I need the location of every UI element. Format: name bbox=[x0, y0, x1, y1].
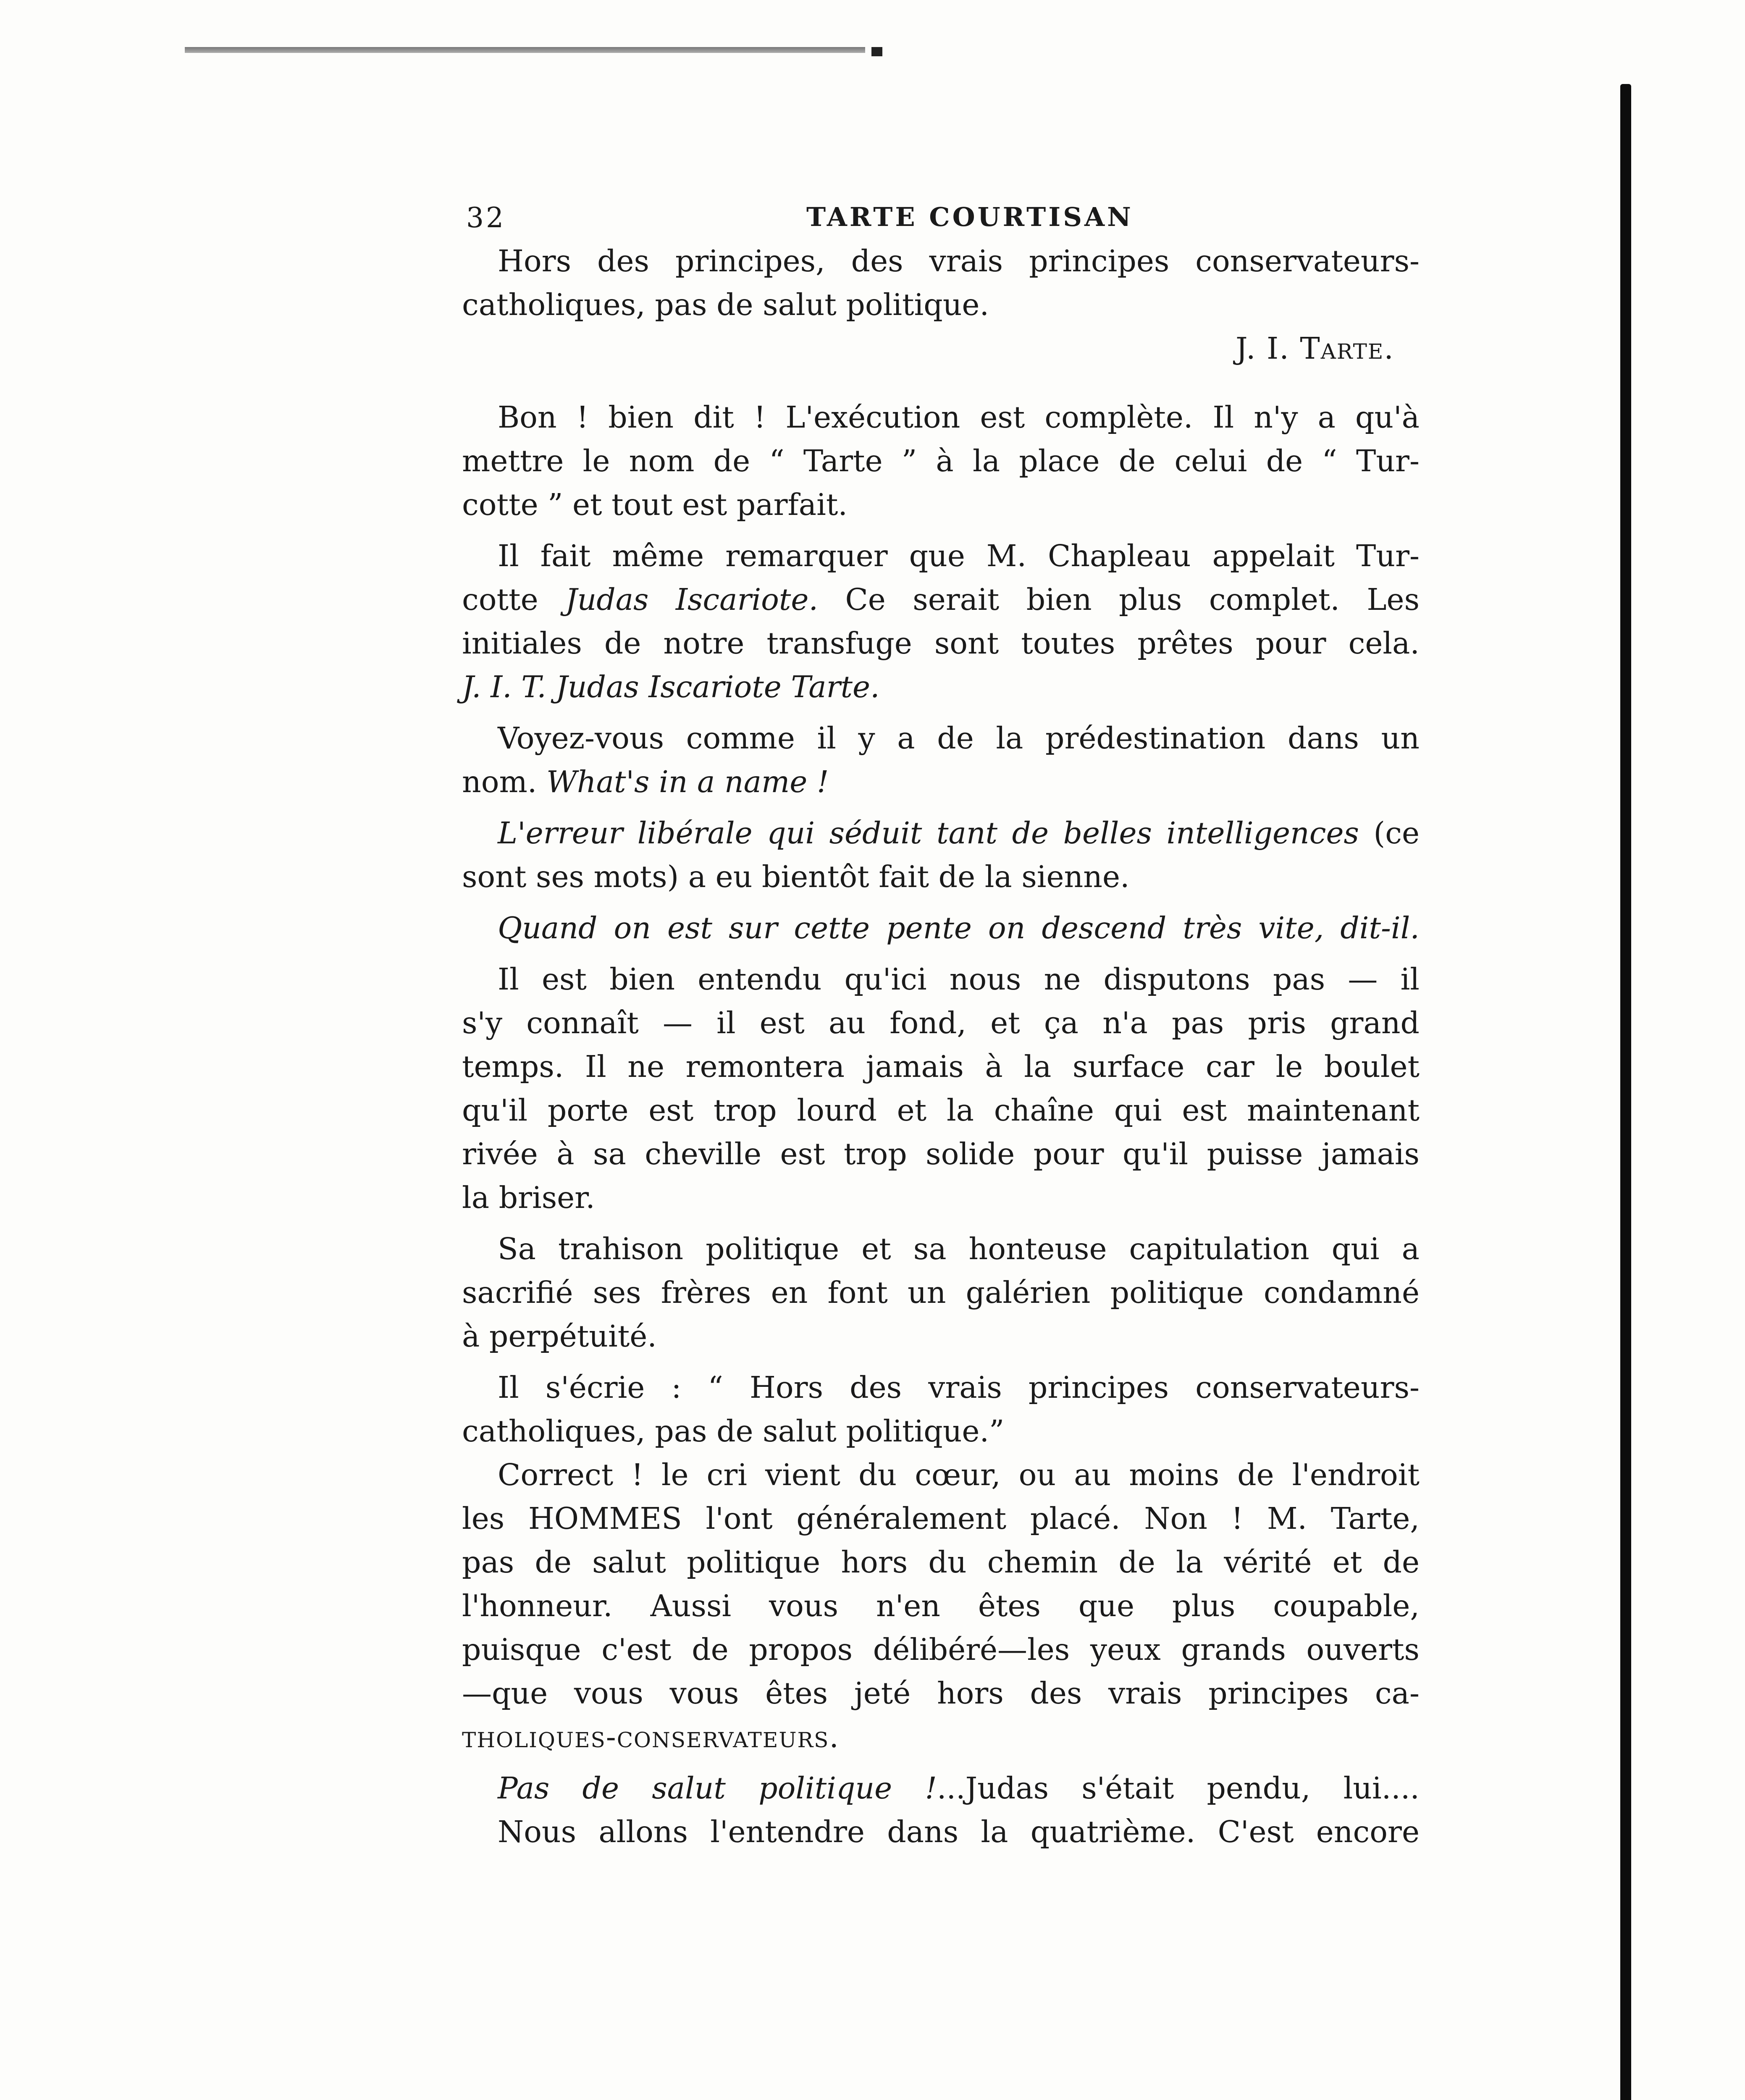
text-line: la briser. bbox=[462, 1180, 595, 1215]
text-line: pas de salut politique hors du chemin de la vérité et de bbox=[462, 1545, 1420, 1580]
paragraph-gap bbox=[462, 1358, 1420, 1366]
italic-run: Pas de salut politique ! bbox=[498, 1771, 937, 1806]
text-line: les HOMMES l'ont généralement placé. Non ! M. Tarte, bbox=[462, 1501, 1420, 1536]
page-header bbox=[462, 197, 1420, 239]
paragraph-gap bbox=[462, 899, 1420, 906]
text-line: à perpétuité. bbox=[462, 1319, 657, 1354]
text-line: mettre le nom de “ Tarte ” à la place de celui de “ Tur- bbox=[462, 444, 1420, 478]
text-line: Hors des principes, des vrais principes conservateurs- bbox=[498, 244, 1420, 278]
text-line: Correct ! le cri vient du cœur, ou au moins de l'endroit bbox=[498, 1457, 1420, 1492]
book-page bbox=[462, 197, 1420, 1854]
running-head: TARTE COURTISAN bbox=[806, 202, 1134, 232]
binding-edge bbox=[1620, 84, 1631, 2100]
text-line bbox=[462, 811, 1420, 855]
body-text bbox=[462, 239, 1420, 1854]
text-line bbox=[462, 760, 1420, 804]
paragraph-gap bbox=[462, 1759, 1420, 1767]
text-line: Il s'écrie : “ Hors des vrais principes conservateurs- bbox=[498, 1370, 1420, 1405]
text-run: ...Judas s'était pendu, lui.... bbox=[937, 1771, 1420, 1806]
italic-run: L'erreur libérale qui séduit tant de belles intelligences bbox=[498, 816, 1359, 850]
text-line: Voyez-vous comme il y a de la prédestination dans un bbox=[498, 721, 1420, 756]
top-rule bbox=[185, 47, 865, 53]
paragraph-gap bbox=[462, 370, 1420, 396]
text-run: Ce serait bien plus complet. Les bbox=[818, 582, 1420, 617]
text-line: initiales de notre transfuge sont toutes prêtes pour cela. bbox=[462, 626, 1420, 661]
text-run: nom. bbox=[462, 764, 546, 799]
text-line: tholiques-conservateurs. bbox=[462, 1719, 840, 1754]
text-line: catholiques, pas de salut politique. bbox=[462, 287, 989, 322]
text-run: cotte bbox=[462, 582, 566, 617]
text-line: puisque c'est de propos délibéré—les yeux grands ouverts bbox=[462, 1632, 1420, 1667]
text-line: sacrifié ses frères en font un galérien politique condamné bbox=[462, 1275, 1420, 1310]
text-line: temps. Il ne remontera jamais à la surface car le boulet bbox=[462, 1049, 1420, 1084]
text-line: cotte ” et tout est parfait. bbox=[462, 487, 848, 522]
paragraph-gap bbox=[462, 950, 1420, 958]
text-line: s'y connaît — il est au fond, et ça n'a pas pris grand bbox=[462, 1005, 1420, 1040]
text-line: l'honneur. Aussi vous n'en êtes que plus coupable, bbox=[462, 1588, 1420, 1623]
paragraph-gap bbox=[462, 1220, 1420, 1227]
text-line: Il est bien entendu qu'ici nous ne disputons pas — il bbox=[498, 962, 1420, 997]
text-line: J. I. Tarte. bbox=[1236, 331, 1394, 366]
text-run: (ce bbox=[1359, 816, 1420, 850]
paragraph-gap bbox=[462, 709, 1420, 717]
text-line bbox=[462, 578, 1420, 622]
italic-run: What's in a name ! bbox=[546, 764, 829, 799]
text-line bbox=[462, 1767, 1420, 1810]
text-line: Il fait même remarquer que M. Chapleau appelait Tur- bbox=[498, 538, 1420, 573]
text-line: rivée à sa cheville est trop solide pour qu'il puisse jamais bbox=[462, 1137, 1420, 1171]
text-line: Sa trahison politique et sa honteuse capitulation qui a bbox=[498, 1231, 1420, 1266]
text-line: qu'il porte est trop lourd et la chaîne qui est maintenant bbox=[462, 1093, 1420, 1128]
text-line: —que vous vous êtes jeté hors des vrais principes ca- bbox=[462, 1676, 1420, 1711]
binding-edge-top bbox=[1624, 92, 1630, 277]
italic-run: Judas Iscariote. bbox=[565, 582, 819, 617]
text-line: sont ses mots) a eu bientôt fait de la sienne. bbox=[462, 859, 1130, 894]
text-line: J. I. T. Judas Iscariote Tarte. bbox=[462, 669, 880, 704]
text-line: Nous allons l'entendre dans la quatrième. C'est encore bbox=[498, 1814, 1420, 1849]
paragraph-gap bbox=[462, 804, 1420, 811]
text-line: Bon ! bien dit ! L'exécution est complète. Il n'y a qu'à bbox=[498, 400, 1420, 435]
page-number: 32 bbox=[466, 202, 506, 234]
text-line: catholiques, pas de salut politique.” bbox=[462, 1414, 1005, 1449]
top-rule-mark bbox=[871, 47, 882, 56]
text-line: Quand on est sur cette pente on descend très vite, dit-il. bbox=[498, 911, 1420, 945]
paragraph-gap bbox=[462, 527, 1420, 534]
